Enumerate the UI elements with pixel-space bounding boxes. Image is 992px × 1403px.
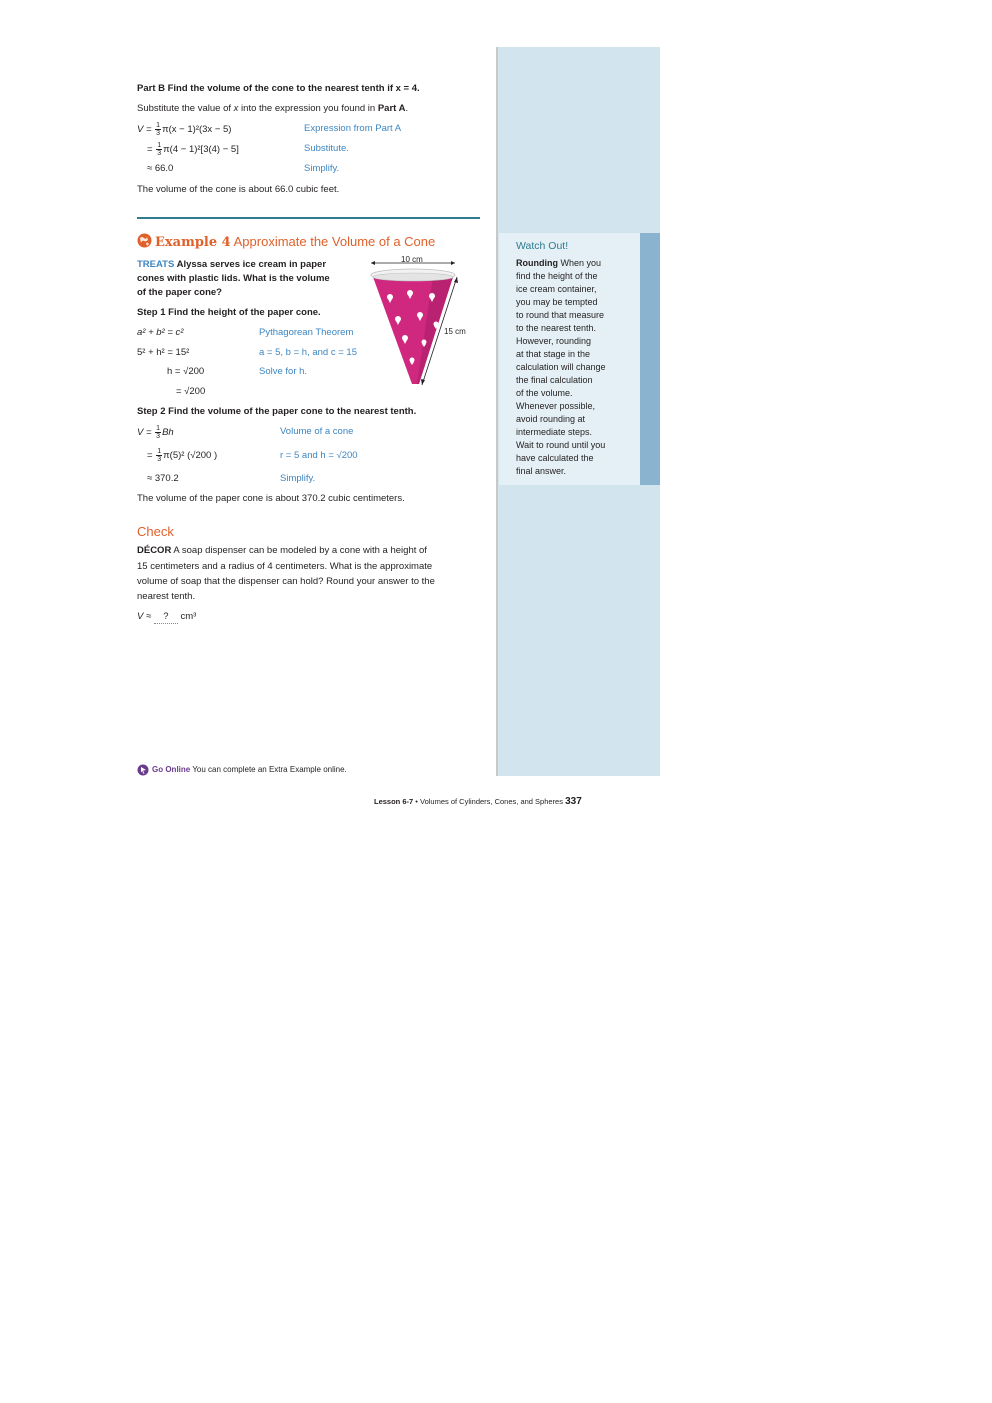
globe-icon: [137, 233, 152, 253]
check-line-3: volume of soap that the dispenser can hold? Round your answer to the: [137, 576, 435, 587]
step-1-heading: Step 1 Find the height of the paper cone.: [137, 307, 321, 318]
step-2-note-1: Volume of a cone: [280, 426, 354, 437]
fraction: $\frac{1}{3}$: [157, 142, 162, 157]
step-1-line-1: a² + b² = c²: [137, 327, 184, 338]
section-rule: [137, 217, 480, 219]
part-b-intro: Substitute the value of x into the expression you found in Part A.: [137, 103, 409, 114]
check-line-1: DÉCOR A soap dispenser can be modeled by a cone with a height of: [137, 545, 427, 556]
example-title: Example 4 Approximate the Volume of a Cone: [155, 234, 436, 250]
step-2-heading: Step 2 Find the volume of the paper cone to the nearest tenth.: [137, 406, 417, 417]
part-b-line-2: = $\frac{1}{3}$ π(4 − 1)²[3(4) − 5]: [147, 142, 239, 157]
cone-slant-label: 15 cm: [444, 327, 466, 336]
part-b-conclusion: The volume of the cone is about 66.0 cubic feet.: [137, 184, 340, 195]
fraction: $\frac{1}{3}$: [156, 425, 161, 440]
paper-cone-figure: [365, 252, 470, 397]
example-problem-line-3: of the paper cone?: [137, 287, 222, 298]
part-b-note-3: Simplify.: [304, 163, 340, 174]
cone-diameter-label: 10 cm: [401, 255, 423, 264]
check-heading: Check: [137, 524, 174, 539]
check-answer: V ≈ ? cm³: [137, 611, 197, 622]
example-problem-line-2: cones with plastic lids. What is the volume: [137, 273, 330, 284]
step-2-note-3: Simplify.: [280, 473, 316, 484]
check-line-4: nearest tenth.: [137, 591, 196, 602]
step-1-line-3: h = √200: [167, 366, 205, 377]
sidebar-divider: [496, 47, 498, 776]
watch-out-accent-bar: [640, 233, 660, 485]
watch-out-title: Watch Out!: [516, 240, 569, 252]
go-online-icon[interactable]: [137, 763, 149, 781]
step-2-line-1: V = $\frac{1}{3}$ Bh: [137, 425, 174, 440]
page-footer: Lesson 6-7 • Volumes of Cylinders, Cones, and Spheres 337: [374, 796, 582, 807]
part-b-note-2: Substitute.: [304, 143, 349, 154]
watch-out-body: Rounding When you find the height of the ice cream container, you may be tempted to round that measure to the nearest tenth. However, rounding at that stage in the calculation will change the final calculation of the volume. Whenever possible, avoid rounding at intermediate steps. Wait to round until you have calculated the final answer.: [516, 258, 606, 476]
part-b-note-1: Expression from Part A: [304, 123, 402, 134]
step-2-line-2: = $\frac{1}{3}$ π(5)² (√200 ): [147, 448, 218, 463]
step-1-line-2: 5² + h² = 15²: [137, 347, 190, 358]
fraction: $\frac{1}{3}$: [156, 122, 161, 137]
example-problem-line-1: TREATS Alyssa serves ice cream in paper: [137, 259, 327, 270]
part-b-line-1: V = $\frac{1}{3}$ π(x − 1)²(3x − 5): [137, 122, 232, 137]
step-1-line-4: = √200: [176, 386, 206, 397]
go-online-link[interactable]: Go Online You can complete an Extra Example online.: [152, 765, 347, 774]
check-line-2: 15 centimeters and a radius of 4 centimeters. What is the approximate: [137, 561, 433, 572]
part-b-heading: Part B Find the volume of the cone to the nearest tenth if x = 4.: [137, 83, 420, 94]
answer-blank[interactable]: ?: [154, 611, 178, 624]
step-1-note-3: Solve for h.: [259, 366, 308, 377]
part-b-line-3: ≈ 66.0: [147, 163, 174, 174]
fraction: $\frac{1}{3}$: [157, 448, 162, 463]
step-2-note-2: r = 5 and h = √200: [280, 450, 358, 461]
step-1-note-2: a = 5, b = h, and c = 15: [259, 347, 357, 358]
example-conclusion: The volume of the paper cone is about 370.2 cubic centimeters.: [137, 493, 405, 504]
step-2-line-3: ≈ 370.2: [147, 473, 179, 484]
step-1-note-1: Pythagorean Theorem: [259, 327, 354, 338]
